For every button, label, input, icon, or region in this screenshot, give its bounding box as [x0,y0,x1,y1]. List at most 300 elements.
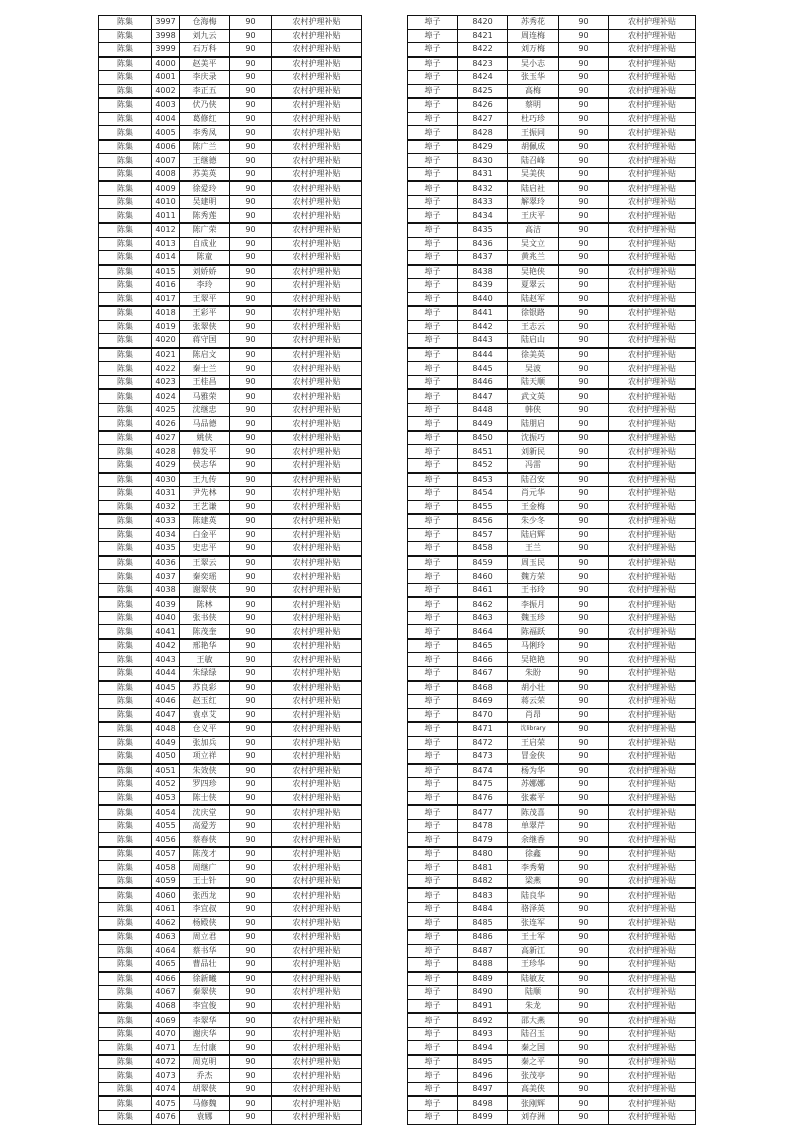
id-cell: 4058 [152,861,180,875]
category-cell: 农村护理补贴 [609,528,696,542]
table-row [408,625,696,639]
village-cell: 埠子 [408,500,458,514]
category-cell: 农村护理补贴 [609,279,696,293]
id-cell: 4023 [152,375,180,389]
category-cell: 农村护理补贴 [272,320,362,334]
name-cell: 陈茂喜 [508,805,559,819]
table-row [408,167,696,181]
village-cell: 埠子 [408,681,458,695]
name-cell: 苏美英 [180,167,230,181]
amount-cell: 90 [559,556,609,570]
village-cell: 陈集 [99,861,152,875]
category-cell: 农村护理补贴 [609,736,696,750]
name-cell: 吴艳侠 [508,265,559,279]
id-cell: 8430 [458,154,508,168]
village-cell: 陈集 [99,819,152,833]
amount-cell: 90 [559,695,609,709]
category-cell: 农村护理补贴 [272,1013,362,1027]
amount-cell: 90 [230,1069,272,1083]
amount-cell: 90 [559,251,609,265]
category-cell: 农村护理补贴 [272,833,362,847]
village-cell: 埠子 [408,944,458,958]
category-cell: 农村护理补贴 [609,722,696,736]
amount-cell: 90 [230,916,272,930]
amount-cell: 90 [559,708,609,722]
amount-cell: 90 [230,154,272,168]
amount-cell: 90 [230,930,272,944]
amount-cell: 90 [559,736,609,750]
id-cell: 8425 [458,84,508,98]
category-cell: 农村护理补贴 [609,1027,696,1041]
name-cell: 黄兆兰 [508,251,559,265]
category-cell: 农村护理补贴 [272,195,362,209]
name-cell: 夏翠云 [508,279,559,293]
table-row [408,181,696,195]
id-cell: 4029 [152,459,180,473]
id-cell: 8444 [458,348,508,362]
id-cell: 4002 [152,84,180,98]
village-cell: 陈集 [99,570,152,584]
village-cell: 埠子 [408,972,458,986]
name-cell: 杜巧珍 [508,112,559,126]
name-cell: 李庆录 [180,71,230,85]
name-cell: 陆召玉 [508,1027,559,1041]
table-row [408,791,696,805]
village-cell: 埠子 [408,722,458,736]
village-cell: 陈集 [99,362,152,376]
name-cell: 杨为华 [508,764,559,778]
name-cell: 骆泽英 [508,903,559,917]
name-cell: 朱绿绿 [180,666,230,680]
amount-cell: 90 [559,181,609,195]
table-row [99,681,362,695]
village-cell: 埠子 [408,888,458,902]
amount-cell: 90 [559,279,609,293]
name-cell: 沈振巧 [508,431,559,445]
village-cell: 陈集 [99,1013,152,1027]
name-cell: 李秀菊 [508,861,559,875]
name-cell: 单翠芹 [508,819,559,833]
id-cell: 4033 [152,514,180,528]
id-cell: 4052 [152,778,180,792]
table-row [408,292,696,306]
name-cell: 梁燕 [508,874,559,888]
table-row [408,847,696,861]
id-cell: 8492 [458,1013,508,1027]
id-cell: 8422 [458,43,508,57]
category-cell: 农村护理补贴 [609,265,696,279]
village-cell: 陈集 [99,29,152,43]
table-row [99,292,362,306]
category-cell: 农村护理补贴 [272,916,362,930]
amount-cell: 90 [230,958,272,972]
id-cell: 8434 [458,209,508,223]
village-cell: 陈集 [99,195,152,209]
id-cell: 4075 [152,1096,180,1110]
table-row [408,29,696,43]
village-cell: 埠子 [408,348,458,362]
name-cell: 高爱芳 [180,819,230,833]
village-cell: 埠子 [408,611,458,625]
name-cell: 蒋守国 [180,334,230,348]
category-cell: 农村护理补贴 [272,597,362,611]
category-cell: 农村护理补贴 [609,112,696,126]
id-cell: 8489 [458,972,508,986]
name-cell: 李宜俊 [180,999,230,1013]
table-row [99,265,362,279]
id-cell: 8443 [458,334,508,348]
village-cell: 埠子 [408,223,458,237]
table-row [99,653,362,667]
id-cell: 8450 [458,431,508,445]
village-cell: 陈集 [99,223,152,237]
category-cell: 农村护理补贴 [272,348,362,362]
name-cell: 蔡明 [508,98,559,112]
id-cell: 4017 [152,292,180,306]
id-cell: 8486 [458,930,508,944]
amount-cell: 90 [559,625,609,639]
id-cell: 8459 [458,556,508,570]
category-cell: 农村护理补贴 [609,334,696,348]
amount-cell: 90 [559,1096,609,1110]
id-cell: 4038 [152,583,180,597]
name-cell: 徐银路 [508,306,559,320]
category-cell: 农村护理补贴 [272,265,362,279]
table-row [99,764,362,778]
table-row [408,98,696,112]
table-row [99,459,362,473]
village-cell: 埠子 [408,126,458,140]
id-cell: 4013 [152,237,180,251]
name-cell: 吴艳艳 [508,653,559,667]
id-cell: 4024 [152,389,180,403]
village-cell: 陈集 [99,473,152,487]
village-cell: 陈集 [99,431,152,445]
category-cell: 农村护理补贴 [272,944,362,958]
name-cell: 刘新民 [508,445,559,459]
category-cell: 农村护理补贴 [609,292,696,306]
village-cell: 陈集 [99,972,152,986]
table-row [408,556,696,570]
category-cell: 农村护理补贴 [609,181,696,195]
name-cell: 杨殿侠 [180,916,230,930]
table-row [408,57,696,71]
category-cell: 农村护理补贴 [609,209,696,223]
village-cell: 陈集 [99,1069,152,1083]
category-cell: 农村护理补贴 [272,874,362,888]
name-cell: 张茂亭 [508,1069,559,1083]
id-cell: 8446 [458,375,508,389]
name-cell: 李振月 [508,597,559,611]
amount-cell: 90 [559,362,609,376]
id-cell: 4005 [152,126,180,140]
amount-cell: 90 [559,431,609,445]
id-cell: 8472 [458,736,508,750]
category-cell: 农村护理补贴 [272,1055,362,1069]
name-cell: 高洁 [508,223,559,237]
category-cell: 农村护理补贴 [609,126,696,140]
category-cell: 农村护理补贴 [609,874,696,888]
id-cell: 4034 [152,528,180,542]
name-cell: 吴美侠 [508,167,559,181]
name-cell: 陆启社 [508,181,559,195]
table-row [99,181,362,195]
name-cell: 刘娇娇 [180,265,230,279]
name-cell: 胡翠侠 [180,1082,230,1096]
village-cell: 埠子 [408,473,458,487]
amount-cell: 90 [230,611,272,625]
amount-cell: 90 [559,417,609,431]
table-row [99,320,362,334]
category-cell: 农村护理补贴 [609,847,696,861]
village-cell: 埠子 [408,930,458,944]
amount-cell: 90 [230,112,272,126]
table-row [408,279,696,293]
village-cell: 埠子 [408,653,458,667]
id-cell: 4021 [152,348,180,362]
amount-cell: 90 [230,819,272,833]
village-cell: 陈集 [99,916,152,930]
table-row [99,958,362,972]
category-cell: 农村护理补贴 [272,1110,362,1124]
table-row [408,154,696,168]
id-cell: 4027 [152,431,180,445]
amount-cell: 90 [559,306,609,320]
id-cell: 4066 [152,972,180,986]
table-row [408,861,696,875]
amount-cell: 90 [230,1110,272,1124]
amount-cell: 90 [230,126,272,140]
village-cell: 埠子 [408,98,458,112]
name-cell: 魏方荣 [508,570,559,584]
table-row [408,71,696,85]
amount-cell: 90 [230,71,272,85]
category-cell: 农村护理补贴 [272,778,362,792]
village-cell: 埠子 [408,84,458,98]
id-cell: 4006 [152,140,180,154]
id-cell: 8428 [458,126,508,140]
amount-cell: 90 [230,1027,272,1041]
village-cell: 陈集 [99,16,152,30]
name-cell: 张书侠 [180,611,230,625]
table-row [408,528,696,542]
category-cell: 农村护理补贴 [272,237,362,251]
id-cell: 4073 [152,1069,180,1083]
table-row [99,695,362,709]
village-cell: 陈集 [99,681,152,695]
name-cell: 王志云 [508,320,559,334]
village-cell: 埠子 [408,639,458,653]
table-row [99,375,362,389]
amount-cell: 90 [230,1055,272,1069]
table-row [408,195,696,209]
amount-cell: 90 [559,292,609,306]
id-cell: 3999 [152,43,180,57]
id-cell: 8493 [458,1027,508,1041]
name-cell: 陆顺 [508,986,559,1000]
amount-cell: 90 [559,570,609,584]
category-cell: 农村护理补贴 [272,972,362,986]
amount-cell: 90 [230,265,272,279]
village-cell: 埠子 [408,195,458,209]
amount-cell: 90 [230,362,272,376]
table-row [99,999,362,1013]
subsidy-table-left [98,15,362,1125]
village-cell: 陈集 [99,1055,152,1069]
village-cell: 埠子 [408,583,458,597]
name-cell: 袁卓艾 [180,708,230,722]
village-cell: 埠子 [408,251,458,265]
category-cell: 农村护理补贴 [272,375,362,389]
category-cell: 农村护理补贴 [272,1082,362,1096]
name-cell: 周玉民 [508,556,559,570]
amount-cell: 90 [230,389,272,403]
name-cell: 陆天顺 [508,375,559,389]
category-cell: 农村护理补贴 [609,445,696,459]
village-cell: 埠子 [408,1110,458,1124]
category-cell: 农村护理补贴 [609,764,696,778]
table-row [99,154,362,168]
category-cell: 农村护理补贴 [272,167,362,181]
id-cell: 4009 [152,181,180,195]
category-cell: 农村护理补贴 [609,819,696,833]
category-cell: 农村护理补贴 [609,999,696,1013]
id-cell: 8466 [458,653,508,667]
id-cell: 4059 [152,874,180,888]
amount-cell: 90 [559,209,609,223]
id-cell: 4074 [152,1082,180,1096]
village-cell: 陈集 [99,334,152,348]
category-cell: 农村护理补贴 [609,944,696,958]
category-cell: 农村护理补贴 [272,292,362,306]
name-cell: 秦之平 [508,1055,559,1069]
amount-cell: 90 [559,528,609,542]
table-row [99,57,362,71]
amount-cell: 90 [559,958,609,972]
category-cell: 农村护理补贴 [609,16,696,30]
village-cell: 埠子 [408,736,458,750]
table-row [408,209,696,223]
amount-cell: 90 [230,167,272,181]
name-cell: 王翠云 [180,556,230,570]
category-cell: 农村护理补贴 [272,306,362,320]
amount-cell: 90 [230,279,272,293]
name-cell: 李宜叔 [180,903,230,917]
amount-cell: 90 [559,320,609,334]
table-row [99,71,362,85]
village-cell: 陈集 [99,403,152,417]
category-cell: 农村护理补贴 [609,362,696,376]
id-cell: 4040 [152,611,180,625]
category-cell: 农村护理补贴 [272,639,362,653]
village-cell: 陈集 [99,71,152,85]
category-cell: 农村护理补贴 [272,112,362,126]
name-cell: 自成业 [180,237,230,251]
category-cell: 农村护理补贴 [609,348,696,362]
name-cell: 吴建明 [180,195,230,209]
id-cell: 8477 [458,805,508,819]
village-cell: 陈集 [99,556,152,570]
table-row [408,473,696,487]
amount-cell: 90 [559,43,609,57]
name-cell: 袁娜 [180,1110,230,1124]
category-cell: 农村护理补贴 [272,251,362,265]
category-cell: 农村护理补贴 [609,237,696,251]
category-cell: 农村护理补贴 [609,500,696,514]
amount-cell: 90 [559,1082,609,1096]
name-cell: 王书玲 [508,583,559,597]
table-row [99,417,362,431]
id-cell: 4035 [152,542,180,556]
table-row [408,736,696,750]
amount-cell: 90 [559,375,609,389]
table-row [408,986,696,1000]
village-cell: 陈集 [99,154,152,168]
id-cell: 4051 [152,764,180,778]
category-cell: 农村护理补贴 [609,320,696,334]
name-cell: 秦翠侠 [180,986,230,1000]
id-cell: 8458 [458,542,508,556]
table-row [408,375,696,389]
amount-cell: 90 [230,736,272,750]
name-cell: 石万科 [180,43,230,57]
category-cell: 农村护理补贴 [272,362,362,376]
name-cell: 陈启文 [180,348,230,362]
category-cell: 农村护理补贴 [272,181,362,195]
village-cell: 埠子 [408,861,458,875]
table-row [99,847,362,861]
table-row [408,237,696,251]
category-cell: 农村护理补贴 [609,833,696,847]
id-cell: 8465 [458,639,508,653]
table-row [99,666,362,680]
category-cell: 农村护理补贴 [609,986,696,1000]
amount-cell: 90 [559,265,609,279]
table-row [99,389,362,403]
category-cell: 农村护理补贴 [272,500,362,514]
amount-cell: 90 [230,695,272,709]
amount-cell: 90 [559,916,609,930]
id-cell: 4065 [152,958,180,972]
category-cell: 农村护理补贴 [609,167,696,181]
table-row [99,1027,362,1041]
category-cell: 农村护理补贴 [272,154,362,168]
amount-cell: 90 [230,639,272,653]
category-cell: 农村护理补贴 [609,611,696,625]
amount-cell: 90 [230,708,272,722]
table-row [408,833,696,847]
village-cell: 陈集 [99,348,152,362]
category-cell: 农村护理补贴 [609,805,696,819]
name-cell: 沈继忠 [180,403,230,417]
table-row [99,1055,362,1069]
id-cell: 4045 [152,681,180,695]
amount-cell: 90 [230,29,272,43]
category-cell: 农村护理补贴 [272,431,362,445]
id-cell: 8480 [458,847,508,861]
name-cell: 王金梅 [508,500,559,514]
village-cell: 埠子 [408,320,458,334]
id-cell: 4063 [152,930,180,944]
category-cell: 农村护理补贴 [609,1069,696,1083]
id-cell: 8456 [458,514,508,528]
id-cell: 4020 [152,334,180,348]
village-cell: 埠子 [408,375,458,389]
name-cell: 徐新曦 [180,972,230,986]
table-row [408,320,696,334]
name-cell: 陈林 [180,597,230,611]
category-cell: 农村护理补贴 [609,958,696,972]
